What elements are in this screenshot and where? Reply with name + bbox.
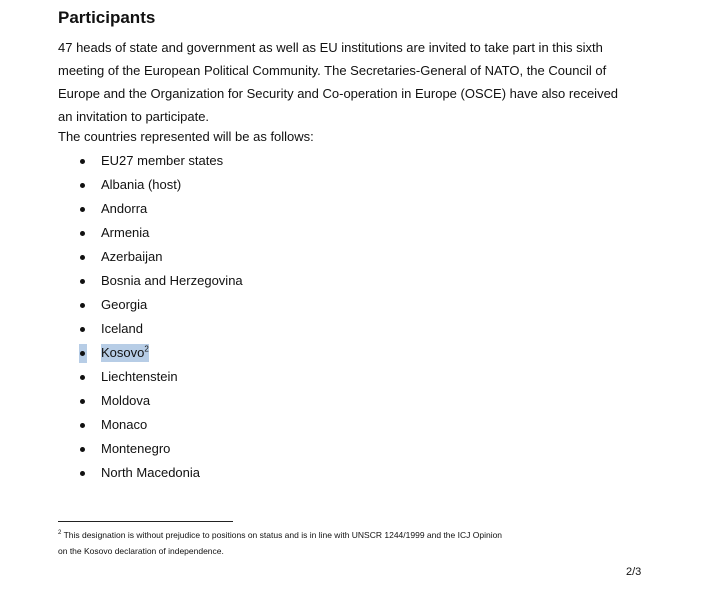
country-name: Liechtenstein <box>101 369 178 384</box>
selected-text[interactable] <box>101 344 149 362</box>
country-name: Iceland <box>101 321 143 336</box>
footnote-separator <box>58 521 233 522</box>
country-name: North Macedonia <box>101 465 200 480</box>
bullet-icon <box>80 207 85 212</box>
list-item <box>0 150 400 174</box>
footnote-line: on the Kosovo declaration of independence. <box>58 546 224 556</box>
bullet-icon <box>80 351 85 356</box>
list-item <box>0 318 400 342</box>
country-name-text: Kosovo <box>101 345 145 360</box>
country-name: Georgia <box>101 297 148 312</box>
intro-line: an invitation to participate. <box>58 109 210 124</box>
bullet-icon <box>80 279 85 284</box>
bullet-icon <box>80 447 85 452</box>
list-item <box>0 222 400 246</box>
country-name: Moldova <box>101 393 151 408</box>
list-item-selected[interactable] <box>0 342 400 366</box>
bullet-icon <box>80 399 85 404</box>
bullet-icon <box>80 159 85 164</box>
intro-paragraph <box>58 36 658 128</box>
bullet-icon <box>80 327 85 332</box>
bullet-icon <box>80 471 85 476</box>
countries-lead-text: The countries represented will be as follows: <box>58 129 314 144</box>
list-item <box>0 174 400 198</box>
country-name[interactable] <box>101 344 149 362</box>
country-list <box>0 150 400 486</box>
country-name: Albania (host) <box>101 177 182 192</box>
bullet-icon <box>80 255 85 260</box>
intro-line: 47 heads of state and government as well as EU institutions are invited to take part in this sixth <box>58 40 603 55</box>
intro-line: Europe and the Organization for Security and Co-operation in Europe (OSCE) have also received <box>58 86 619 101</box>
footnote-text: This designation is without prejudice to positions on status and is in line with UNSCR 1244/1999 and the ICJ Opinion <box>63 530 503 540</box>
footnote-marker: 2 <box>58 530 62 537</box>
intro-line: meeting of the European Political Community. The Secretaries-General of NATO, the Council of <box>58 63 607 78</box>
bullet-icon <box>80 423 85 428</box>
page-number: 2/3 <box>626 566 642 578</box>
country-name: Azerbaijan <box>101 249 163 264</box>
list-item <box>0 294 400 318</box>
section-heading: Participants <box>58 8 156 27</box>
footnote <box>58 527 618 559</box>
footnote-line <box>58 527 618 543</box>
list-item <box>0 270 400 294</box>
list-item <box>0 414 400 438</box>
country-name: Monaco <box>101 417 148 432</box>
bullet-icon <box>80 183 85 188</box>
country-name: EU27 member states <box>101 153 224 168</box>
bullet-icon <box>80 375 85 380</box>
country-name: Montenegro <box>101 441 171 456</box>
list-item <box>0 462 400 486</box>
list-item <box>0 390 400 414</box>
list-item <box>0 198 400 222</box>
list-item <box>0 246 400 270</box>
country-name: Bosnia and Herzegovina <box>101 273 243 288</box>
country-name: Armenia <box>101 225 150 240</box>
bullet-icon <box>80 303 85 308</box>
country-name: Andorra <box>101 201 148 216</box>
bullet-icon <box>80 231 85 236</box>
footnote-reference[interactable]: 2 <box>144 344 149 354</box>
list-item <box>0 438 400 462</box>
list-item <box>0 366 400 390</box>
